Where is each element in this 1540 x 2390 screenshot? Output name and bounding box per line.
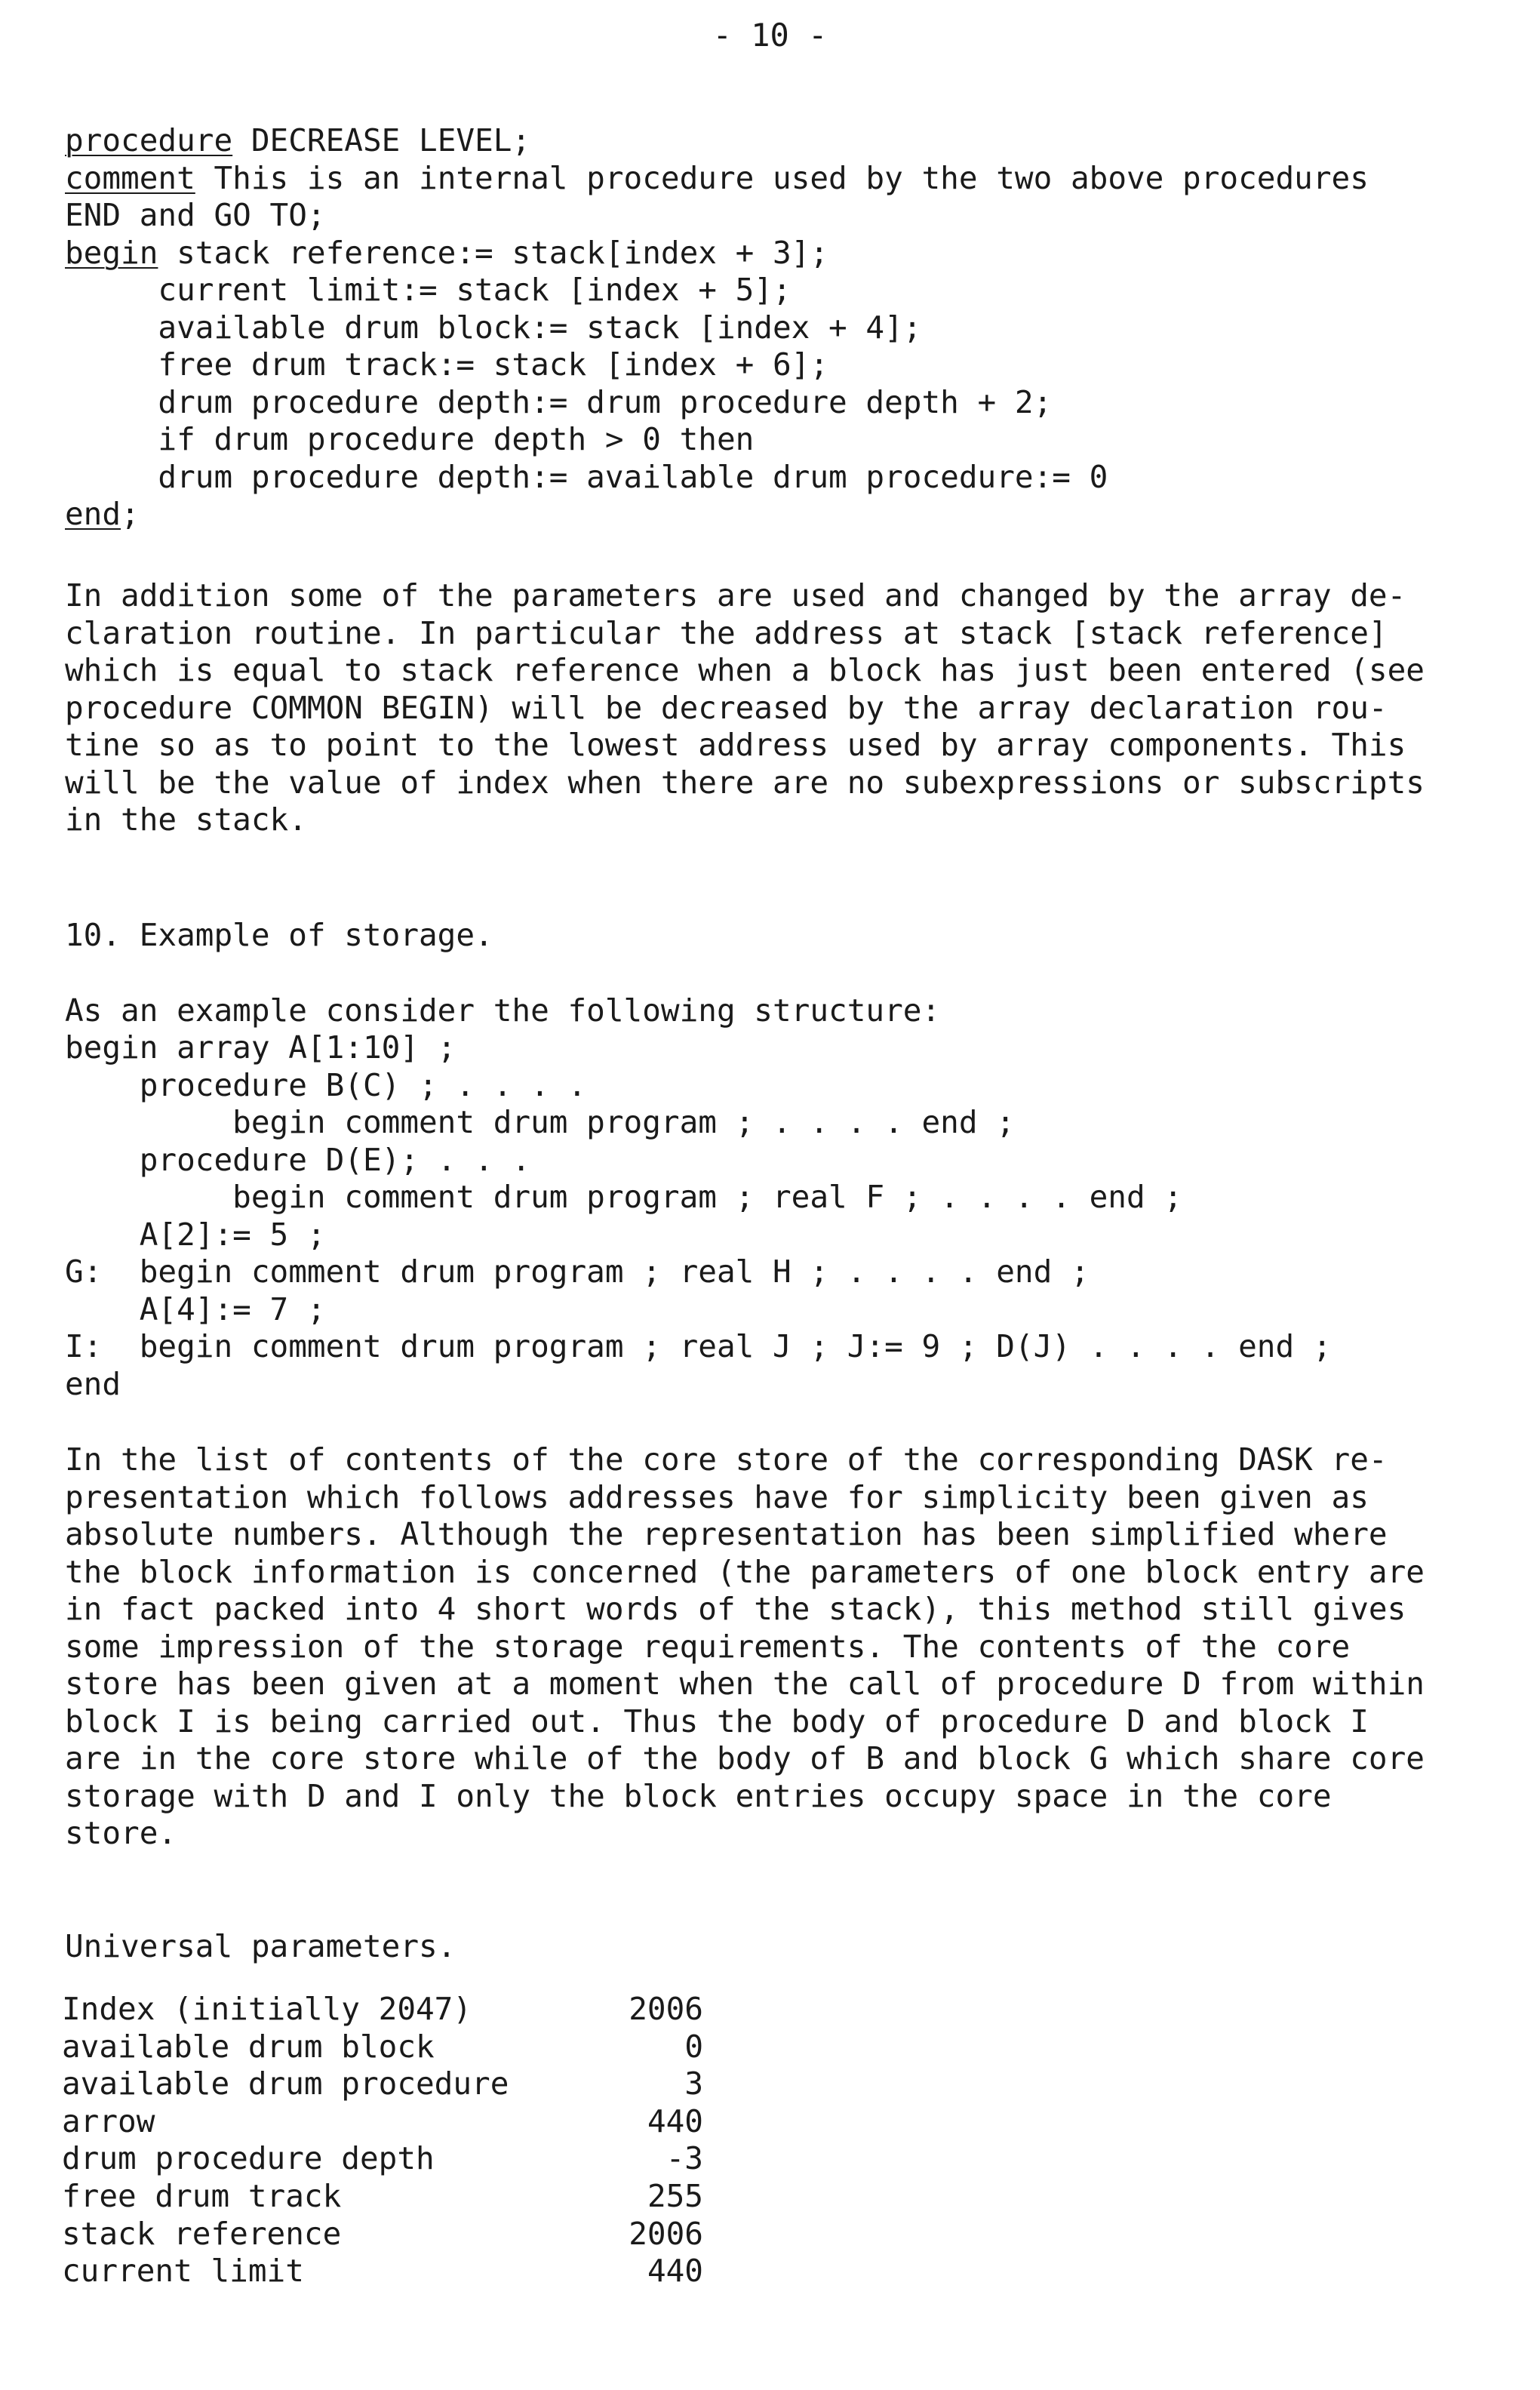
code-text: available drum block:= stack [index + 4]; xyxy=(65,309,922,346)
procedure-code-block xyxy=(65,122,1369,534)
paragraph-line: block I is being carried out. Thus the body of procedure D and block I xyxy=(65,1703,1369,1739)
section-heading: 10. Example of storage. xyxy=(65,917,493,953)
page-number: - 10 - xyxy=(712,17,828,54)
procedure-code-line xyxy=(65,346,1369,384)
code-text: DECREASE LEVEL; xyxy=(232,122,531,158)
procedure-code-line xyxy=(65,309,1369,347)
parameter-name: available drum block xyxy=(62,2028,435,2065)
paragraph-line: absolute numbers. Although the representation has been simplified where xyxy=(65,1516,1388,1552)
example-intro: As an example consider the following structure: xyxy=(65,992,941,1029)
paragraph-line: storage with D and I only the block entries occupy space in the core xyxy=(65,1777,1332,1814)
procedure-code-line xyxy=(65,122,1369,160)
paragraph-line: which is equal to stack reference when a block has just been entered (see xyxy=(65,652,1425,688)
paragraph-line: some impression of the storage requirements. The contents of the core xyxy=(65,1628,1351,1665)
code-text: stack reference:= stack[index + 3]; xyxy=(158,234,829,271)
parameter-row xyxy=(62,1991,703,2029)
parameter-name: free drum track xyxy=(62,2177,342,2214)
parameter-name: Index (initially 2047) xyxy=(62,1991,472,2027)
code-text: drum procedure depth:= drum procedure depth + 2; xyxy=(65,383,1053,420)
parameter-value: 3 xyxy=(684,2065,703,2102)
paragraph-line: in the stack. xyxy=(65,801,307,838)
code-text: free drum track:= stack [index + 6]; xyxy=(65,346,829,383)
procedure-code-line xyxy=(65,235,1369,272)
parameter-value: 255 xyxy=(647,2177,703,2214)
paragraph-line: In addition some of the parameters are used and changed by the array de- xyxy=(65,577,1406,614)
parameter-row xyxy=(62,2029,703,2066)
code-keyword: begin xyxy=(65,234,158,271)
example-code-line: procedure D(E); . . . xyxy=(65,1141,531,1178)
paragraph-line: in fact packed into 4 short words of the stack), this method still gives xyxy=(65,1591,1406,1627)
parameter-value: 440 xyxy=(647,2102,703,2139)
code-text: if drum procedure depth > 0 then xyxy=(65,421,755,457)
paragraph-line: claration routine. In particular the address at stack [stack reference] xyxy=(65,614,1388,651)
parameter-row xyxy=(62,2178,703,2216)
parameter-name: current limit xyxy=(62,2253,304,2290)
example-code-line: end xyxy=(65,1365,121,1402)
paragraph-line: procedure COMMON BEGIN) will be decreased by the array declaration rou- xyxy=(65,689,1388,726)
paragraph-line: the block information is concerned (the parameters of one block entry are xyxy=(65,1553,1425,1590)
example-code-line: begin comment drum program ; . . . . end ; xyxy=(65,1104,1015,1140)
parameter-name: available drum procedure xyxy=(62,2065,509,2102)
procedure-code-line xyxy=(65,384,1369,422)
parameter-value: 2006 xyxy=(629,1991,703,2027)
example-code-block xyxy=(65,1029,1332,1403)
procedure-code-line xyxy=(65,197,1369,235)
parameter-row xyxy=(62,2216,703,2253)
paragraph-line: store has been given at a moment when the call of procedure D from within xyxy=(65,1666,1425,1702)
parameter-value: 440 xyxy=(647,2253,703,2290)
code-text: current limit:= stack [index + 5]; xyxy=(65,272,792,308)
example-code-line: begin array A[1:10] ; xyxy=(65,1029,456,1066)
example-code-line: G: begin comment drum program ; real H ; . . . . end ; xyxy=(65,1253,1090,1290)
example-code-line: procedure B(C) ; . . . . xyxy=(65,1066,587,1103)
example-code-line: I: begin comment drum program ; real J ; J:= 9 ; D(J) . . . . end ; xyxy=(65,1328,1332,1364)
code-text: This is an internal procedure used by the two above procedures xyxy=(195,159,1369,196)
paragraph-core-store xyxy=(65,1441,1425,1853)
code-keyword: comment xyxy=(65,159,195,196)
paragraph-array-declaration xyxy=(65,577,1425,839)
parameter-value: -3 xyxy=(665,2140,703,2177)
procedure-code-line xyxy=(65,160,1369,198)
parameter-value: 2006 xyxy=(629,2215,703,2252)
code-keyword: procedure xyxy=(65,122,233,158)
paragraph-line: tine so as to point to the lowest address used by array components. This xyxy=(65,727,1406,763)
parameter-row xyxy=(62,2140,703,2178)
example-code-line: A[2]:= 5 ; xyxy=(65,1216,326,1253)
code-text: drum procedure depth:= available drum procedure:= 0 xyxy=(65,458,1108,495)
parameter-row xyxy=(62,2103,703,2141)
code-text: END and GO TO; xyxy=(65,197,326,233)
example-code-line: begin comment drum program ; real F ; . . . . end ; xyxy=(65,1179,1183,1215)
paragraph-line: store. xyxy=(65,1815,177,1851)
example-code-line: A[4]:= 7 ; xyxy=(65,1290,326,1327)
paragraph-line: presentation which follows addresses have for simplicity been given as xyxy=(65,1478,1369,1515)
parameter-name: arrow xyxy=(62,2102,155,2139)
paragraph-line: will be the value of index when there are no subexpressions or subscripts xyxy=(65,764,1425,801)
procedure-code-line xyxy=(65,272,1369,309)
parameter-row xyxy=(62,2065,703,2103)
paragraph-line: are in the core store while of the body of B and block G which share core xyxy=(65,1740,1425,1776)
paragraph-line: In the list of contents of the core store of the corresponding DASK re- xyxy=(65,1441,1388,1478)
code-text: ; xyxy=(121,496,140,532)
parameter-value: 0 xyxy=(684,2028,703,2065)
parameter-name: stack reference xyxy=(62,2215,342,2252)
procedure-code-line xyxy=(65,421,1369,459)
parameter-name: drum procedure depth xyxy=(62,2140,435,2177)
universal-parameters-heading: Universal parameters. xyxy=(65,1928,456,1964)
code-keyword: end xyxy=(65,496,121,532)
parameter-row xyxy=(62,2253,703,2290)
procedure-code-line xyxy=(65,496,1369,534)
procedure-code-line xyxy=(65,459,1369,497)
parameters-table xyxy=(62,1991,703,2290)
